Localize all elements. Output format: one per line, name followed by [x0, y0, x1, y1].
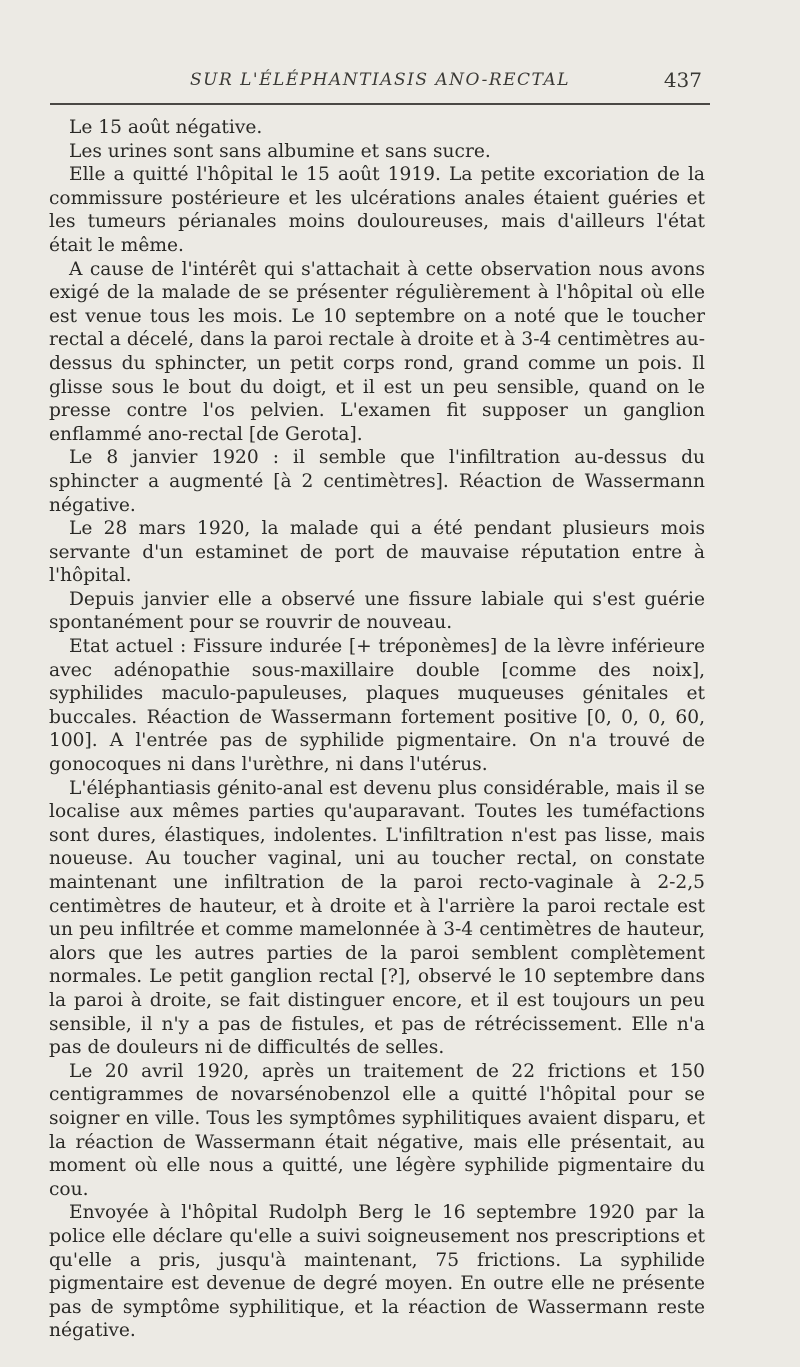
paragraph: Le 8 janvier 1920 : il semble que l'infiltration au-dessus du sphincter a augmenté [à 2 centimètres]. Réaction de Wassermann négative. — [49, 447, 705, 516]
paragraph: Elle a quitté l'hôpital le 15 août 1919. La petite excoriation de la commissure postérieure et les ulcérations anales étaient guéries et les tumeurs périanales moins douloureuses, mais d'ailleurs l'état était le même. — [49, 164, 705, 256]
paragraph: Etat actuel : Fissure indurée [+ tréponèmes] de la lèvre inférieure avec adénopathie sous-maxillaire double [comme des noix], syphilides maculo-papuleuses, plaques muqueuses génitales et buccales. Réaction de Wassermann fortement positive [0, 0, 0, 60, 100]. A l'entrée pas de syphilide pigmentaire. On n'a trouvé de gonocoques ni dans l'urèthre, ni dans l'utérus. — [49, 636, 705, 776]
running-head — [50, 70, 710, 106]
paragraph: Le 20 avril 1920, après un traitement de 22 frictions et 150 centigrammes de novarsénobenzol elle a quitté l'hôpital pour se soigner en ville. Tous les symptômes syphilitiques avaient disparu, et la réaction de Wassermann était négative, mais elle présentait, au moment où elle nous a quitté, une légère syphilide pigmentaire du cou. — [49, 1060, 705, 1200]
paragraph: Depuis janvier elle a observé une fissure labiale qui s'est guérie spontanément pour se rouvrir de nouveau. — [49, 588, 705, 634]
paragraph: L'éléphantiasis génito-anal est devenu plus considérable, mais il se localise aux mêmes parties qu'auparavant. Toutes les tuméfactions sont dures, élastiques, indolentes. L'infiltration n'est pas lisse, mais noueuse. Au toucher vaginal, uni au toucher rectal, on constate maintenant une infiltration de la paroi recto-vaginale à 2-2,5 centimètres de hauteur, et à droite et à l'arrière la paroi rectale est un peu infiltrée et comme mamelonnée à 3-4 centimètres de hauteur, alors que les autres parties de la paroi semblent complètement normales. Le petit ganglion rectal [?], observé le 10 septembre dans la paroi à droite, se fait distinguer encore, et il est toujours un peu sensible, il n'y a pas de fistules, et pas de rétrécissement. Elle n'a pas de douleurs ni de difficultés de selles. — [49, 777, 705, 1059]
running-title: SUR L'ÉLÉPHANTIASIS ANO-RECTAL — [189, 70, 571, 90]
paragraph: Le 15 août négative. — [69, 117, 263, 138]
paragraph: Le 28 mars 1920, la malade qui a été pendant plusieurs mois servante d'un estaminet de port de mauvaise réputation entre à l'hôpital. — [49, 518, 705, 587]
header-rule — [50, 103, 710, 105]
body-text — [49, 116, 705, 1343]
paragraph: Envoyée à l'hôpital Rudolph Berg le 16 septembre 1920 par la police elle déclare qu'elle a suivi soigneusement nos prescriptions et qu'elle a pris, jusqu'à maintenant, 75 frictions. La syphilide pigmentaire est devenue de degré moyen. En outre elle ne présente pas de symptôme syphilitique, et la réaction de Wassermann reste négative. — [49, 1202, 705, 1342]
paragraph: Les urines sont sans albumine et sans sucre. — [69, 140, 491, 162]
page-number: 437 — [663, 68, 702, 92]
paragraph: A cause de l'intérêt qui s'attachait à cette observation nous avons exigé de la malade de se présenter régulièrement à l'hôpital où elle est venue tous les mois. Le 10 septembre on a noté que le toucher rectal a décelé, dans la paroi rectale à droite et à 3-4 centimètres au-dessus du sphincter, un petit corps rond, grand comme un pois. Il glisse sous le bout du doigt, et il est un peu sensible, quand on le presse contre l'os pelvien. L'examen fit supposer un ganglion enflammé ano-rectal [de Gerota]. — [49, 258, 705, 445]
